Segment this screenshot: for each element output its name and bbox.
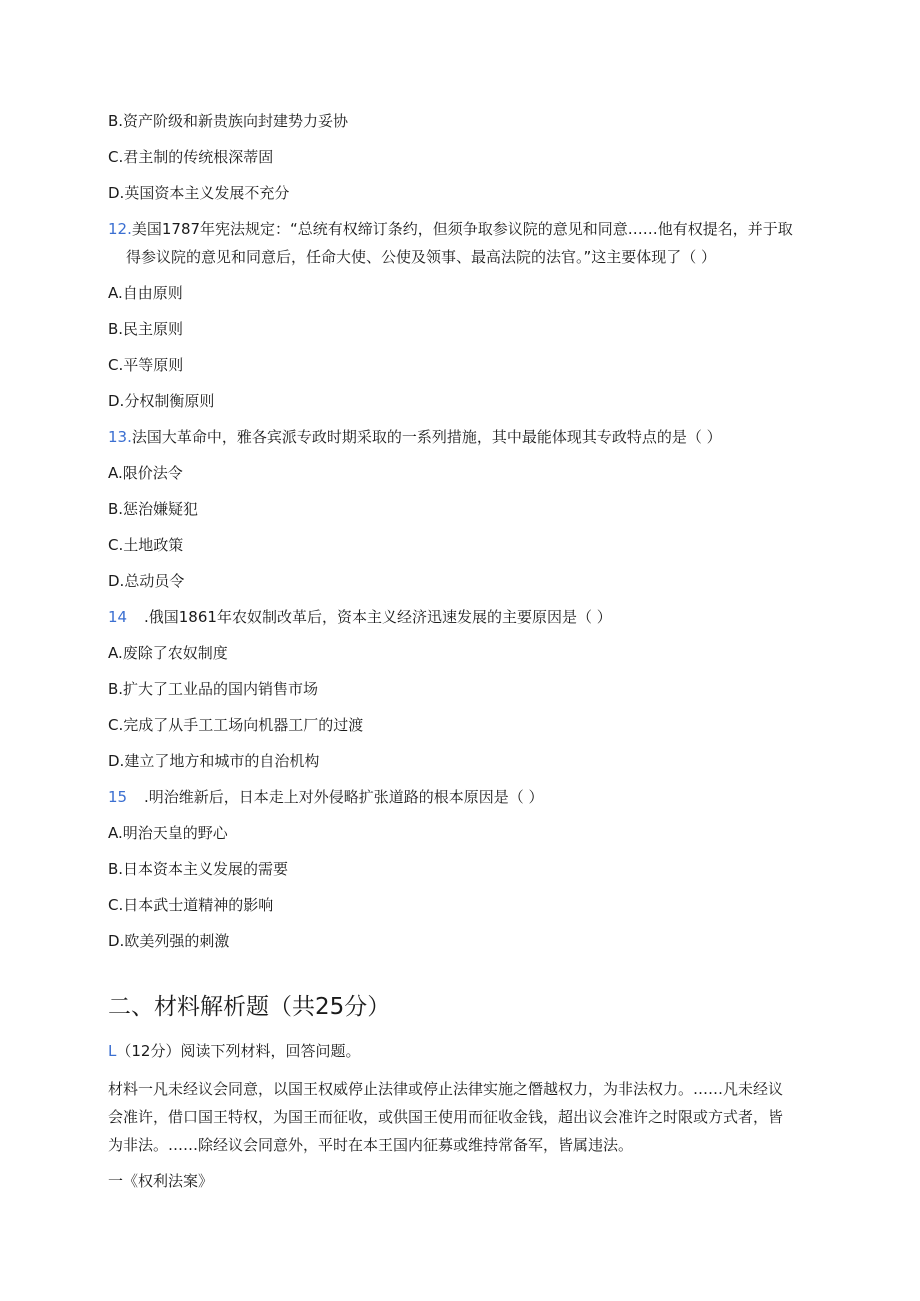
q11-option-b: B.资产阶级和新贵族向封建势力妥协 <box>108 112 349 130</box>
section2-question-text: （12分）阅读下列材料，回答问题。 <box>116 1042 361 1060</box>
q13-number: 13. <box>108 428 132 446</box>
q14-stem-text: .俄国1861年农奴制改革后，资本主义经济迅速发展的主要原因是（ ） <box>144 608 612 626</box>
q15-option-d: D.欧美列强的刺激 <box>108 932 230 950</box>
q14-option-a: A.废除了农奴制度 <box>108 644 228 662</box>
q15-option-b: B.日本资本主义发展的需要 <box>108 860 289 878</box>
q12-stem <box>108 218 793 240</box>
q12-option-d: D.分权制衡原则 <box>108 392 215 410</box>
q12-stem-line1: 美国1787年宪法规定：“总统有权缔订条约，但须争取参议院的意见和同意……他有权提名，并于取 <box>131 220 793 238</box>
material-source: 一《权利法案》 <box>108 1172 214 1190</box>
q13-option-c: C.土地政策 <box>108 536 184 554</box>
q15-option-a: A.明治天皇的野心 <box>108 824 228 842</box>
material-line-1: 材料一凡未经议会同意，以国王权威停止法律或停止法律实施之僭越权力，为非法权力。……凡未经议 <box>108 1080 784 1098</box>
q11-option-d: D.英国资本主义发展不充分 <box>108 184 290 202</box>
section2-question-intro <box>108 1040 360 1062</box>
section2-question-number: L <box>108 1042 117 1060</box>
q12-option-b: B.民主原则 <box>108 320 184 338</box>
q12-number: 12. <box>108 220 132 238</box>
q15-stem-text: .明治维新后，日本走上对外侵略扩张道路的根本原因是（ ） <box>144 788 544 806</box>
q13-option-b: B.惩治嫌疑犯 <box>108 500 199 518</box>
q13-option-a: A.限价法令 <box>108 464 183 482</box>
material-line-2: 会准许，借口国王特权，为国王而征收，或供国王使用而征收金钱，超出议会准许之时限或方式者，皆 <box>108 1108 784 1126</box>
q15-number: 15 <box>108 788 128 806</box>
q15-option-c: C.日本武士道精神的影响 <box>108 896 274 914</box>
q14-option-c: C.完成了从手工工场向机器工厂的过渡 <box>108 716 364 734</box>
q11-option-c: C.君主制的传统根深蒂固 <box>108 148 274 166</box>
q13-option-d: D.总动员令 <box>108 572 185 590</box>
q12-option-c: C.平等原则 <box>108 356 184 374</box>
q12-option-a: A.自由原则 <box>108 284 183 302</box>
q14-option-d: D.建立了地方和城市的自治机构 <box>108 752 320 770</box>
material-line-3: 为非法。……除经议会同意外，平时在本王国内征募或维持常备军，皆属违法。 <box>108 1136 634 1154</box>
q12-stem-line2: 得参议院的意见和同意后，任命大使、公使及领事、最高法院的法官。”这主要体现了（ ） <box>126 248 717 266</box>
q14-number: 14 <box>108 608 128 626</box>
q13-stem-text: 法国大革命中，雅各宾派专政时期采取的一系列措施，其中最能体现其专政特点的是（ ） <box>131 428 722 446</box>
q14-option-b: B.扩大了工业品的国内销售市场 <box>108 680 319 698</box>
q14-stem <box>108 606 612 628</box>
section-title: 二、材料解析题（共25分） <box>108 994 391 1020</box>
q15-stem <box>108 786 544 808</box>
q13-stem <box>108 426 722 448</box>
